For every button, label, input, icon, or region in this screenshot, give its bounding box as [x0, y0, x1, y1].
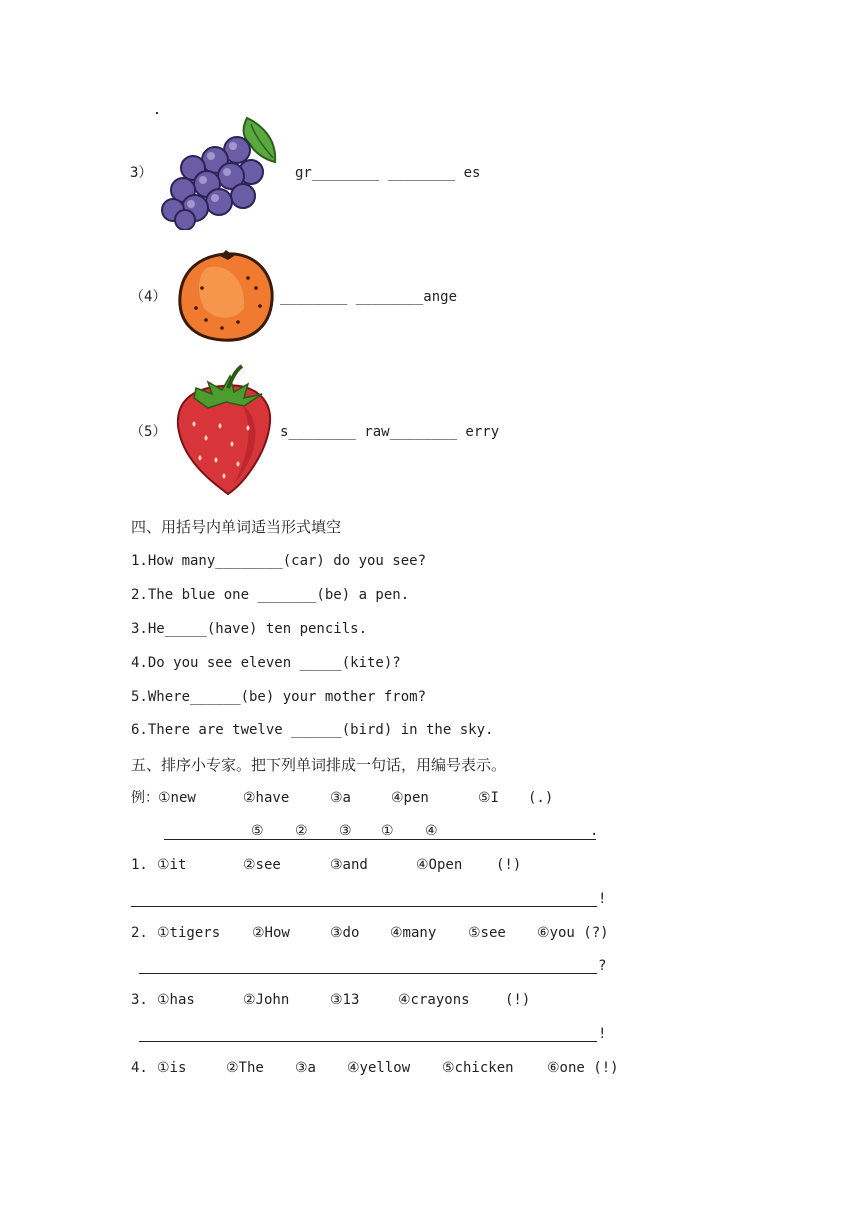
- section4-item: 2.The blue one _______(be) a pen.: [131, 587, 410, 603]
- section4-item: 1.How many________(car) do you see?: [131, 553, 427, 569]
- grapes-image: [155, 110, 285, 230]
- question-word: ⑥you (?): [537, 925, 609, 941]
- example-word: ⑤I: [478, 790, 499, 806]
- fill-blank-strawberry: s________ raw________ erry: [280, 424, 500, 440]
- answer-end-punct: !: [598, 891, 607, 907]
- example-answer-line: [164, 839, 596, 840]
- section4-item: 3.He_____(have) ten pencils.: [131, 621, 368, 637]
- item-number-3: 3）: [130, 165, 153, 181]
- question-word: ④Open: [416, 857, 463, 873]
- example-answer: ①: [381, 823, 394, 839]
- question-word: ③do: [330, 925, 360, 941]
- question-word: ①it: [157, 857, 187, 873]
- section4-item: 6.There are twelve ______(bird) in the sky.: [131, 722, 494, 738]
- section5-heading: 五、排序小专家。把下列单词排成一句话，用编号表示。: [131, 756, 507, 774]
- example-word: ③a: [330, 790, 351, 806]
- question-word: ②The: [226, 1060, 264, 1076]
- question-word: (!): [496, 857, 522, 873]
- question-word: ①has: [157, 992, 195, 1008]
- item-number-4: （4）: [130, 289, 167, 305]
- section4-heading: 四、用括号内单词适当形式填空: [131, 518, 342, 536]
- answer-line: [131, 906, 597, 907]
- question-word: ②How: [252, 925, 290, 941]
- question-number: 3.: [131, 992, 148, 1008]
- example-end-punct: .: [590, 823, 599, 839]
- answer-line: [139, 1041, 597, 1042]
- question-number: 4.: [131, 1060, 148, 1076]
- question-word: ③a: [295, 1060, 316, 1076]
- question-word: ③13: [330, 992, 360, 1008]
- question-word: ②see: [243, 857, 281, 873]
- example-answer: ③: [339, 823, 352, 839]
- question-word: ④many: [390, 925, 437, 941]
- example-answer: ⑤: [251, 823, 264, 839]
- question-word: ④yellow: [347, 1060, 411, 1076]
- fill-blank-orange: ________ ________ange: [280, 289, 458, 305]
- answer-line: [139, 973, 597, 974]
- fill-blank-grapes: gr________ ________ es: [295, 165, 481, 181]
- example-word: ④pen: [391, 790, 429, 806]
- example-label: 例：: [131, 790, 159, 806]
- question-word: ①is: [157, 1060, 187, 1076]
- question-word: ①tigers: [157, 925, 221, 941]
- answer-end-punct: ?: [598, 958, 607, 974]
- question-word: ⑤see: [468, 925, 506, 941]
- question-word: ⑥one (!): [547, 1060, 619, 1076]
- question-word: (!): [505, 992, 531, 1008]
- question-word: ③and: [330, 857, 368, 873]
- question-number: 2.: [131, 925, 148, 941]
- question-word: ⑤chicken: [442, 1060, 514, 1076]
- orange-image: [176, 248, 276, 344]
- question-word: ②John: [243, 992, 290, 1008]
- example-word: (.): [528, 790, 554, 806]
- example-word: ②have: [243, 790, 290, 806]
- item-number-5: （5）: [130, 424, 167, 440]
- section4-item: 4.Do you see eleven _____(kite)?: [131, 655, 401, 671]
- strawberry-image: [172, 364, 276, 496]
- example-answer: ④: [425, 823, 438, 839]
- example-word: ①new: [158, 790, 196, 806]
- example-answer: ②: [295, 823, 308, 839]
- answer-end-punct: !: [598, 1026, 607, 1042]
- question-number: 1.: [131, 857, 148, 873]
- question-word: ④crayons: [398, 992, 470, 1008]
- section4-item: 5.Where______(be) your mother from?: [131, 689, 427, 705]
